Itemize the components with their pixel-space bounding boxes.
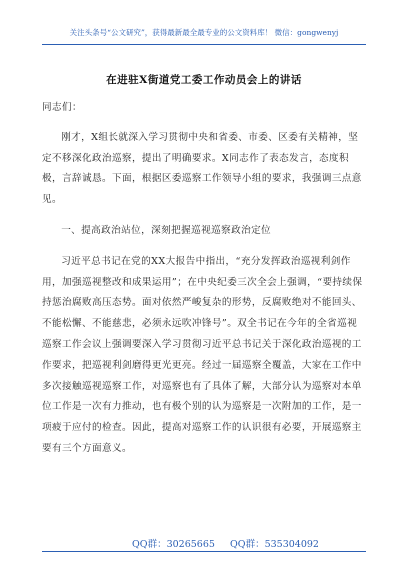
footer-qq-group-left: QQ群：30265665 <box>132 539 215 550</box>
header-divider <box>42 44 366 45</box>
footer <box>42 534 366 550</box>
footer-divider <box>42 551 366 552</box>
document-body <box>42 98 366 460</box>
paragraph: 刚才，X组长就深入学习贯彻中央和省委、市委、区委有关精神，坚定不移深化政治巡察，提出了明确要求。X同志作了表态发言，态度积极，言辞诚恳。下面，根据区委巡察工作领导小组的要求，我强调三点意见。 <box>42 131 362 206</box>
section-heading: 一、提高政治站位，深刻把握巡视巡察政治定位 <box>61 224 272 236</box>
document-title: 在进驻X街道党工委工作动员会上的讲话 <box>106 74 302 86</box>
paragraph: 习近平总书记在党的XX大报告中指出，“充分发挥政治巡视利剑作用，加强巡视整改和成果运用”；在中央纪委三次全会上强调，“要持续保持惩治腐败高压态势。面对依然严峻复杂的形势，反腐败绝对不能回头、不能松懈、不能慈悲，必须永远吹冲锋号”。双全书记在今年的全省巡视巡察工作会议上强调要深入学习贯彻习近平总书记关于深化政治巡视的工作要求，把巡视利剑磨得更光更亮。经过一届巡察全覆盖，大家在工作中多次接触巡视巡察工作，对巡察也有了具体了解，大部分认为巡察对本单位工作是一次有力推动，也有极个别的认为巡察是一次附加的工作，是一项疲于应付的检查。因此，提高对巡察工作的认识很有必要，开展巡察主要有三个方面意义。 <box>42 255 363 454</box>
header-promo-text: 关注头条号“公文研究”，获得最新最全最专业的公文资料库！ 微信：gongwenyj <box>69 28 339 37</box>
salutation: 同志们： <box>42 102 82 113</box>
footer-qq-group-right: QQ群：535304092 <box>230 539 319 550</box>
